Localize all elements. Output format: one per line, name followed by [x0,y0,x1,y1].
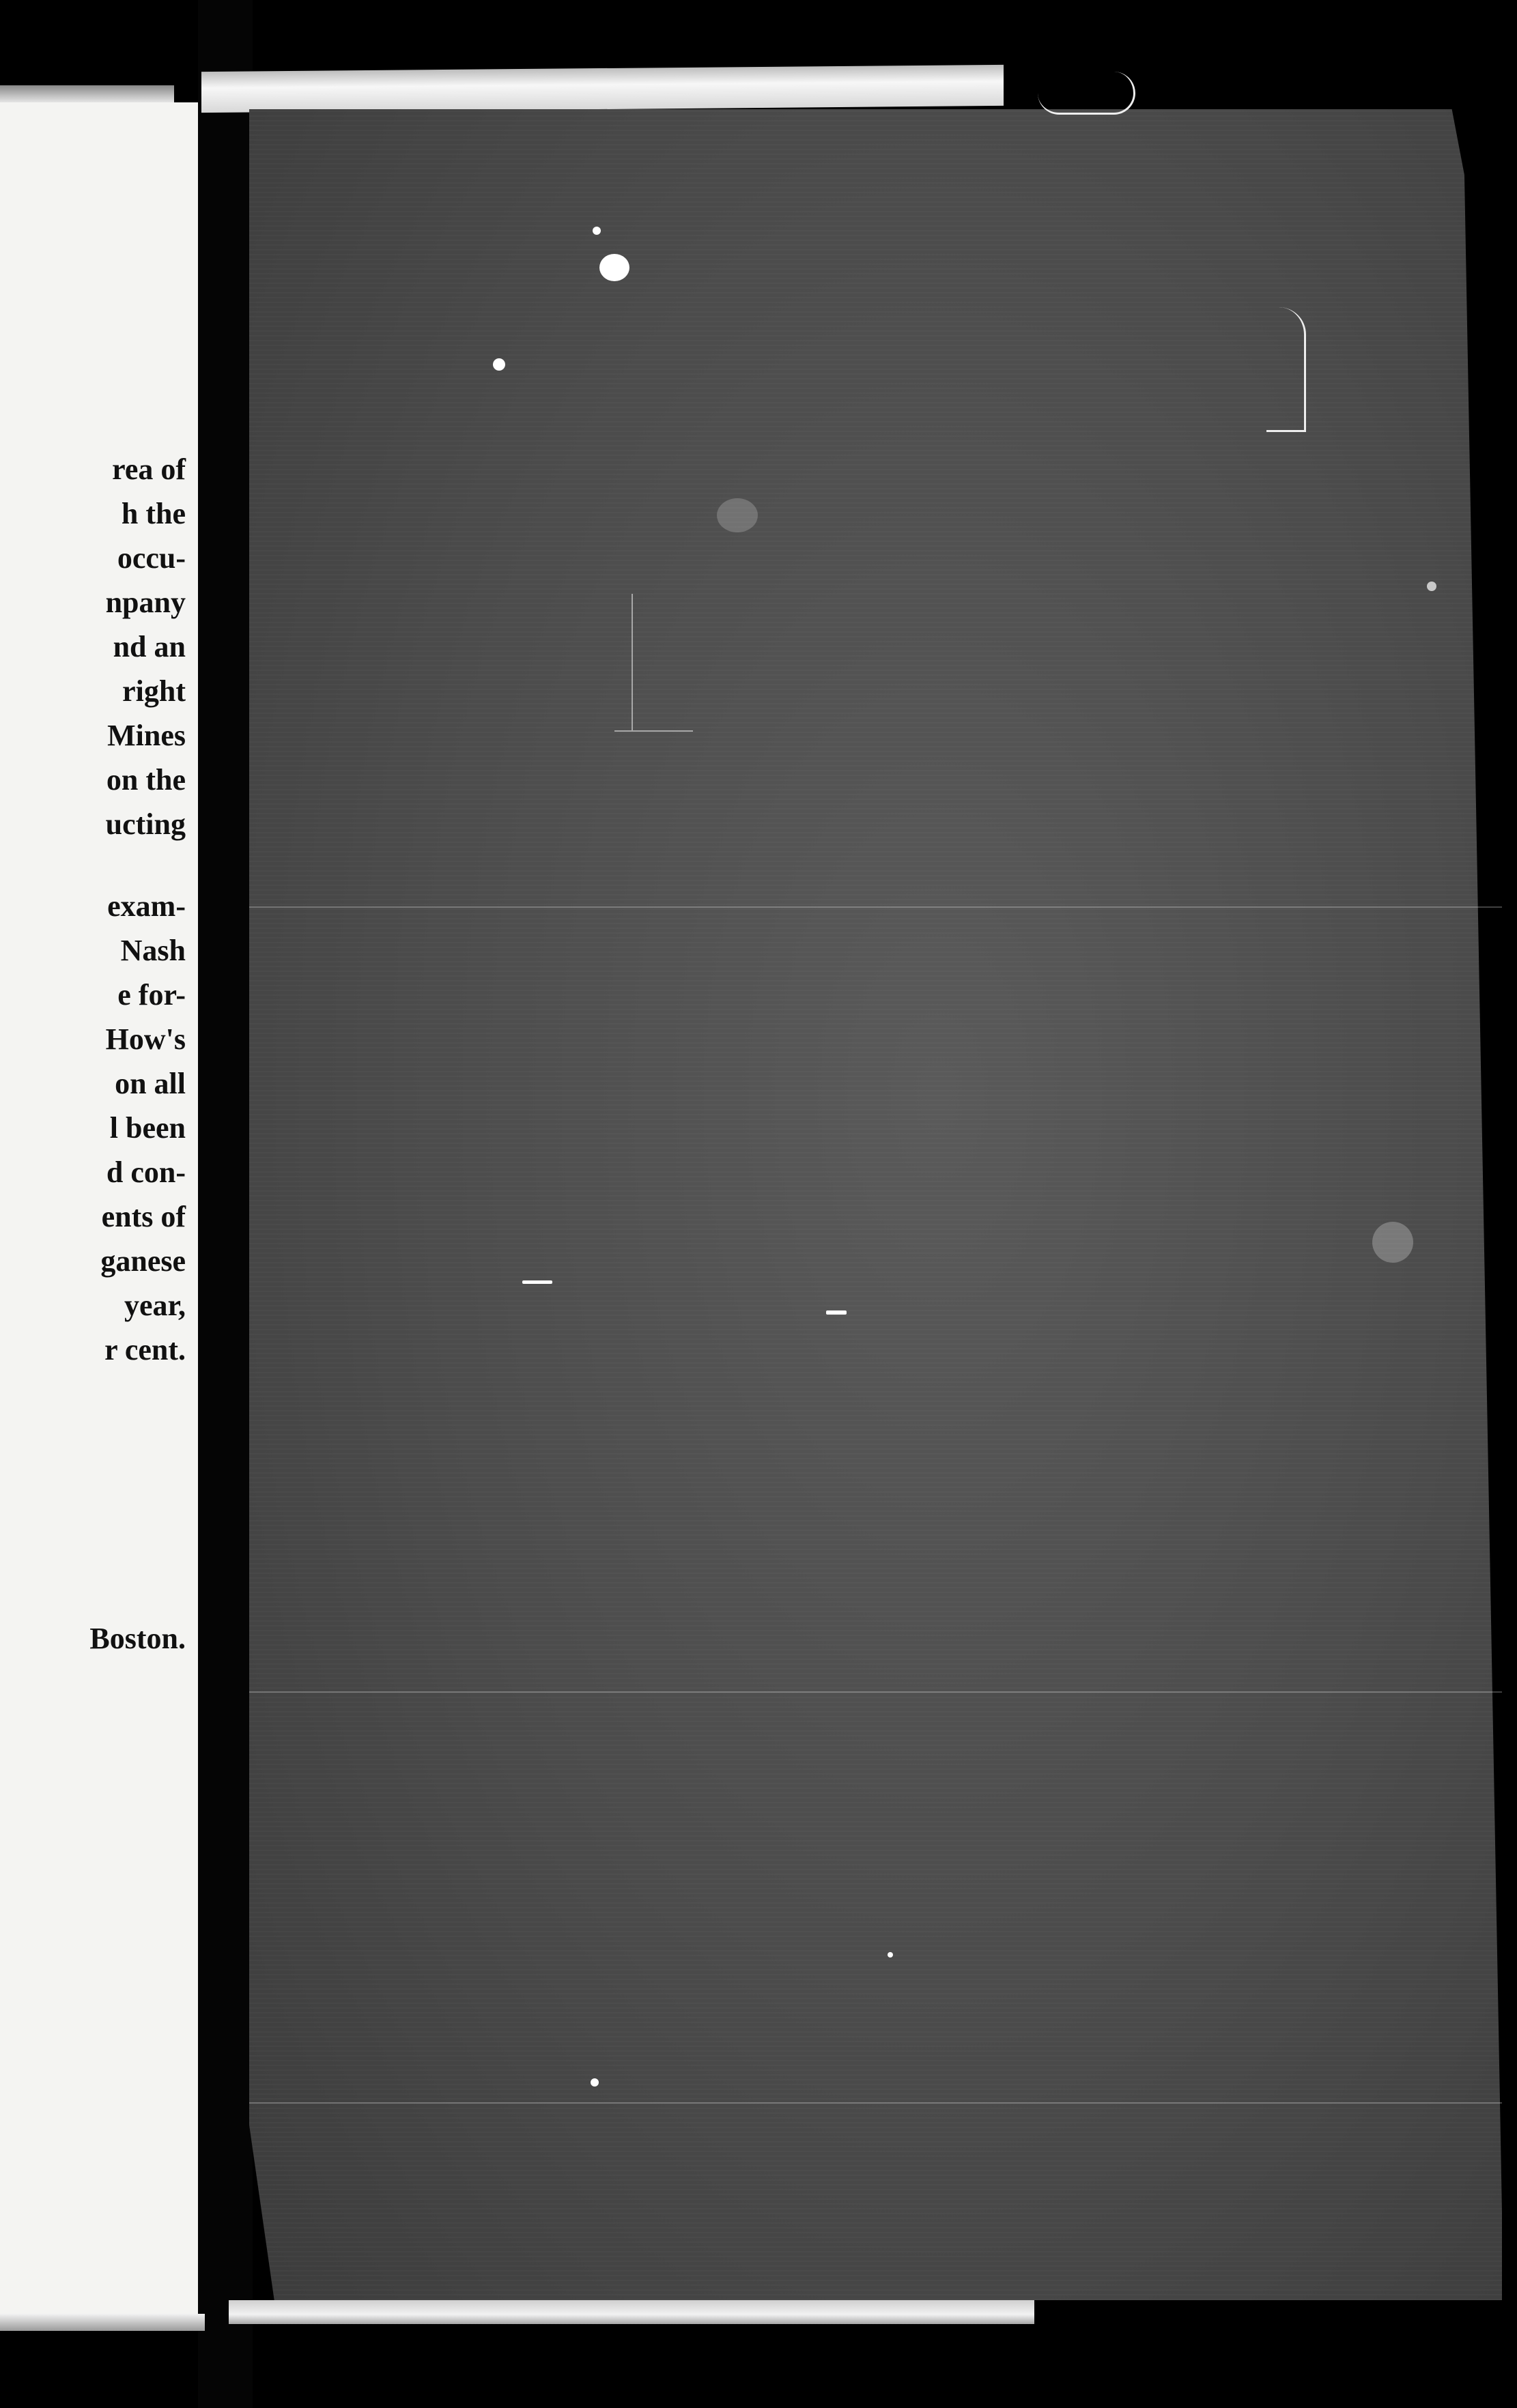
speck [591,2078,599,2087]
left-page [0,102,198,2321]
speck [522,1280,552,1284]
text-line: l been [109,1111,186,1145]
text-line: on all [115,1067,186,1100]
fiber-mark [1266,307,1306,432]
text-line: r cent. [104,1333,186,1366]
text-line: Nash [120,934,186,967]
text-line: on the [106,763,186,797]
page-edge-bottom [229,2300,1034,2324]
scan-line [249,906,1502,908]
speck [888,1952,893,1958]
fiber-mark [1038,72,1135,115]
text-line: ents of [101,1200,186,1233]
text-line: rea of [112,453,186,486]
cover-board [249,109,1502,2300]
text-line: How's [105,1022,186,1056]
speck [493,358,505,371]
text-line: Mines [107,719,186,752]
scan-line [249,2102,1502,2104]
text-line: nd an [113,630,186,663]
page-edge-bottom-left [0,2314,205,2331]
pencil-mark [614,730,693,732]
text-line: h the [121,497,186,530]
page-edge-top [201,65,1004,113]
speck [826,1310,847,1315]
text-line: year, [124,1289,186,1322]
smudge [1372,1222,1413,1263]
text-line: ganese [100,1244,186,1278]
text-line: ucting [105,807,186,841]
pencil-mark [632,594,633,730]
speck [599,254,629,281]
text-line: d con- [106,1156,186,1189]
signature-line: Boston. [89,1622,186,1655]
binding-gutter [198,0,253,2408]
text-line: e for- [117,978,186,1012]
text-line: exam- [107,889,186,923]
body-text [0,447,186,1372]
text-line: occu- [117,541,186,575]
text-line: right [122,674,186,708]
scan-line [249,1691,1502,1693]
speck [593,227,601,235]
speck [1427,582,1436,591]
page-edge-top-left [0,85,174,102]
smudge [717,498,758,532]
text-line: npany [105,586,186,619]
paragraph-gap [0,846,186,884]
